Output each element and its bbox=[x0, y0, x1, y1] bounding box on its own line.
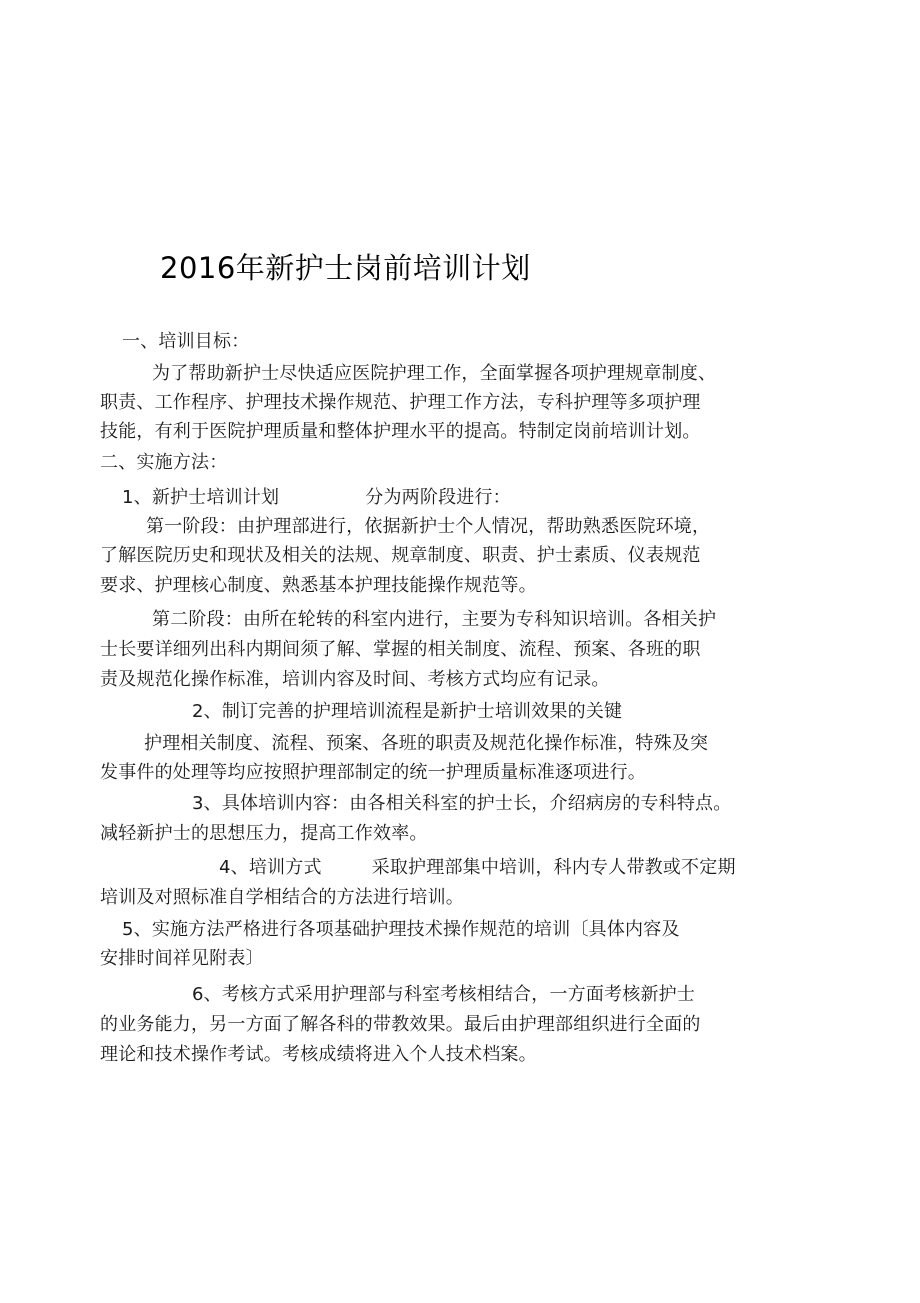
item-4-line: 培训及对照标准自学相结合的方法进行培训。 bbox=[100, 887, 464, 908]
goals-paragraph-line: 为了帮助新护士尽快适应医院护理工作，全面掌握各项护理规章制度、 bbox=[152, 363, 717, 384]
item-5-label: 5、实施方法严格进行各项基础护理技术操作规范的培训〔具体内容及 bbox=[122, 919, 680, 940]
goals-paragraph-line: 职责、工作程序、护理技术操作规范、护理工作方法，专科护理等多项护理 bbox=[100, 392, 701, 413]
item-5-line: 安排时间祥见附表〕 bbox=[100, 948, 264, 969]
item-1-label bbox=[122, 486, 511, 510]
item-2-label: 2、制订完善的护理培训流程是新护士培训效果的关键 bbox=[192, 701, 623, 722]
item-3-label: 3、具体培训内容：由各相关科室的护士长，介绍病房的专科特点。 bbox=[192, 793, 732, 814]
item-6-line: 理论和技术操作考试。考核成绩将进入个人技术档案。 bbox=[100, 1044, 537, 1065]
section-heading-methods: 二、实施方法： bbox=[100, 452, 228, 473]
item-1-title-suffix: 分为两阶段进行： bbox=[365, 487, 511, 508]
item-4-title-suffix: 采取护理部集中培训，科内专人带教或不定期 bbox=[371, 857, 736, 878]
item-3-line: 减轻新护士的思想压力，提高工作效率。 bbox=[100, 823, 428, 844]
section-heading-goals: 一、培训目标： bbox=[122, 331, 250, 352]
item-4-title: 4、培训方式 bbox=[219, 857, 322, 878]
stage-2-line: 责及规范化操作标准，培训内容及时间、考核方式均应有记录。 bbox=[100, 669, 610, 690]
item-6-label: 6、考核方式采用护理部与科室考核相结合，一方面考核新护士 bbox=[192, 984, 696, 1005]
stage-1-line: 第一阶段：由护理部进行，依据新护士个人情况，帮助熟悉医院环境， bbox=[146, 516, 711, 537]
stage-1-line: 了解医院历史和现状及相关的法规、规章制度、职责、护士素质、仪表规范 bbox=[100, 545, 701, 566]
stage-2-line: 士长要详细列出科内期间须了解、掌握的相关制度、流程、预案、各班的职 bbox=[100, 639, 701, 660]
document-title: 2016年新护士岗前培训计划 bbox=[160, 251, 531, 285]
item-2-line: 护理相关制度、流程、预案、各班的职责及规范化操作标准，特殊及突 bbox=[144, 733, 709, 754]
stage-1-line: 要求、护理核心制度、熟悉基本护理技能操作规范等。 bbox=[100, 575, 537, 596]
stage-2-line: 第二阶段：由所在轮转的科室内进行，主要为专科知识培训。各相关护 bbox=[152, 609, 717, 630]
item-2-line: 发事件的处理等均应按照护理部制定的统一护理质量标准逐项进行。 bbox=[100, 762, 646, 783]
item-6-line: 的业务能力，另一方面了解各科的带教效果。最后由护理部组织进行全面的 bbox=[100, 1014, 701, 1035]
goals-paragraph-line: 技能，有利于医院护理质量和整体护理水平的提高。特制定岗前培训计划。 bbox=[100, 421, 701, 442]
item-1-title: 1、新护士培训计划 bbox=[122, 487, 280, 508]
item-4-label bbox=[219, 856, 736, 880]
